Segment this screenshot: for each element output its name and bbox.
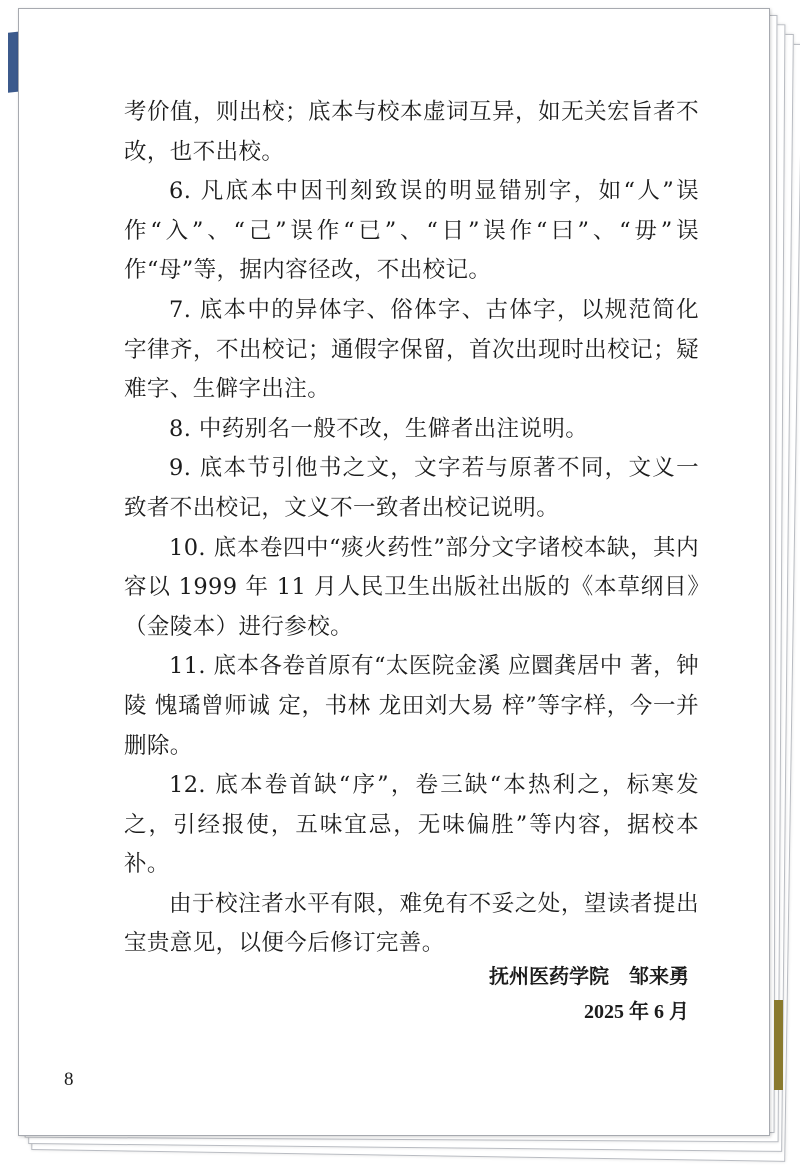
paragraph-item-9: 9. 底本节引他书之文，文字若与原著不同，文义一致者不出校记，文义不一致者出校记说明。 [124,455,699,521]
paragraph-item-7: 7. 底本中的异体字、俗体字、古体字，以规范简化字律齐，不出校记；通假字保留，首次出现时出校记；疑难字、生僻字出注。 [124,296,699,403]
paragraph-item-10: 10. 底本卷四中“痰火药性”部分文字诸校本缺，其内容以 1999 年 11 月人民卫生出版社出版的《本草纲目》（金陵本）进行参校。 [124,534,699,640]
document-page [18,8,770,1136]
body-text [124,93,699,964]
page-number: 8 [64,1069,74,1090]
paragraph-item-6: 6. 凡底本中因刊刻致误的明显错别字，如“人”误作“入”、“己”误作“已”、“日”误作“曰”、“毋”误作“母”等，据内容径改，不出校记。 [124,178,699,284]
book-edge-gold [774,1000,783,1090]
signature-organization: 抚州医药学院 邹来勇 [489,964,689,988]
paragraph-item-8: 8. 中药别名一般不改，生僻者出注说明。 [169,415,589,442]
paragraph-item-11: 11. 底本各卷首原有“太医院金溪 应圜龚居中 著，钟陵 愧璚曾师诚 定，书林 龙田刘大易 梓”等字样，今一并删除。 [124,653,699,759]
paragraph-continued: 考价值，则出校；底本与校本虚词互异，如无关宏旨者不改，也不出校。 [124,99,699,165]
paragraph-item-12: 12. 底本卷首缺“序”，卷三缺“本热利之，标寒发之，引经报使，五味宜忌，无味偏胜”等内容，据校本补。 [124,772,699,878]
signature-date: 2025 年 6 月 [584,1001,689,1023]
paragraph-closing: 由于校注者水平有限，难免有不妥之处，望读者提出宝贵意见，以便今后修订完善。 [124,890,699,957]
